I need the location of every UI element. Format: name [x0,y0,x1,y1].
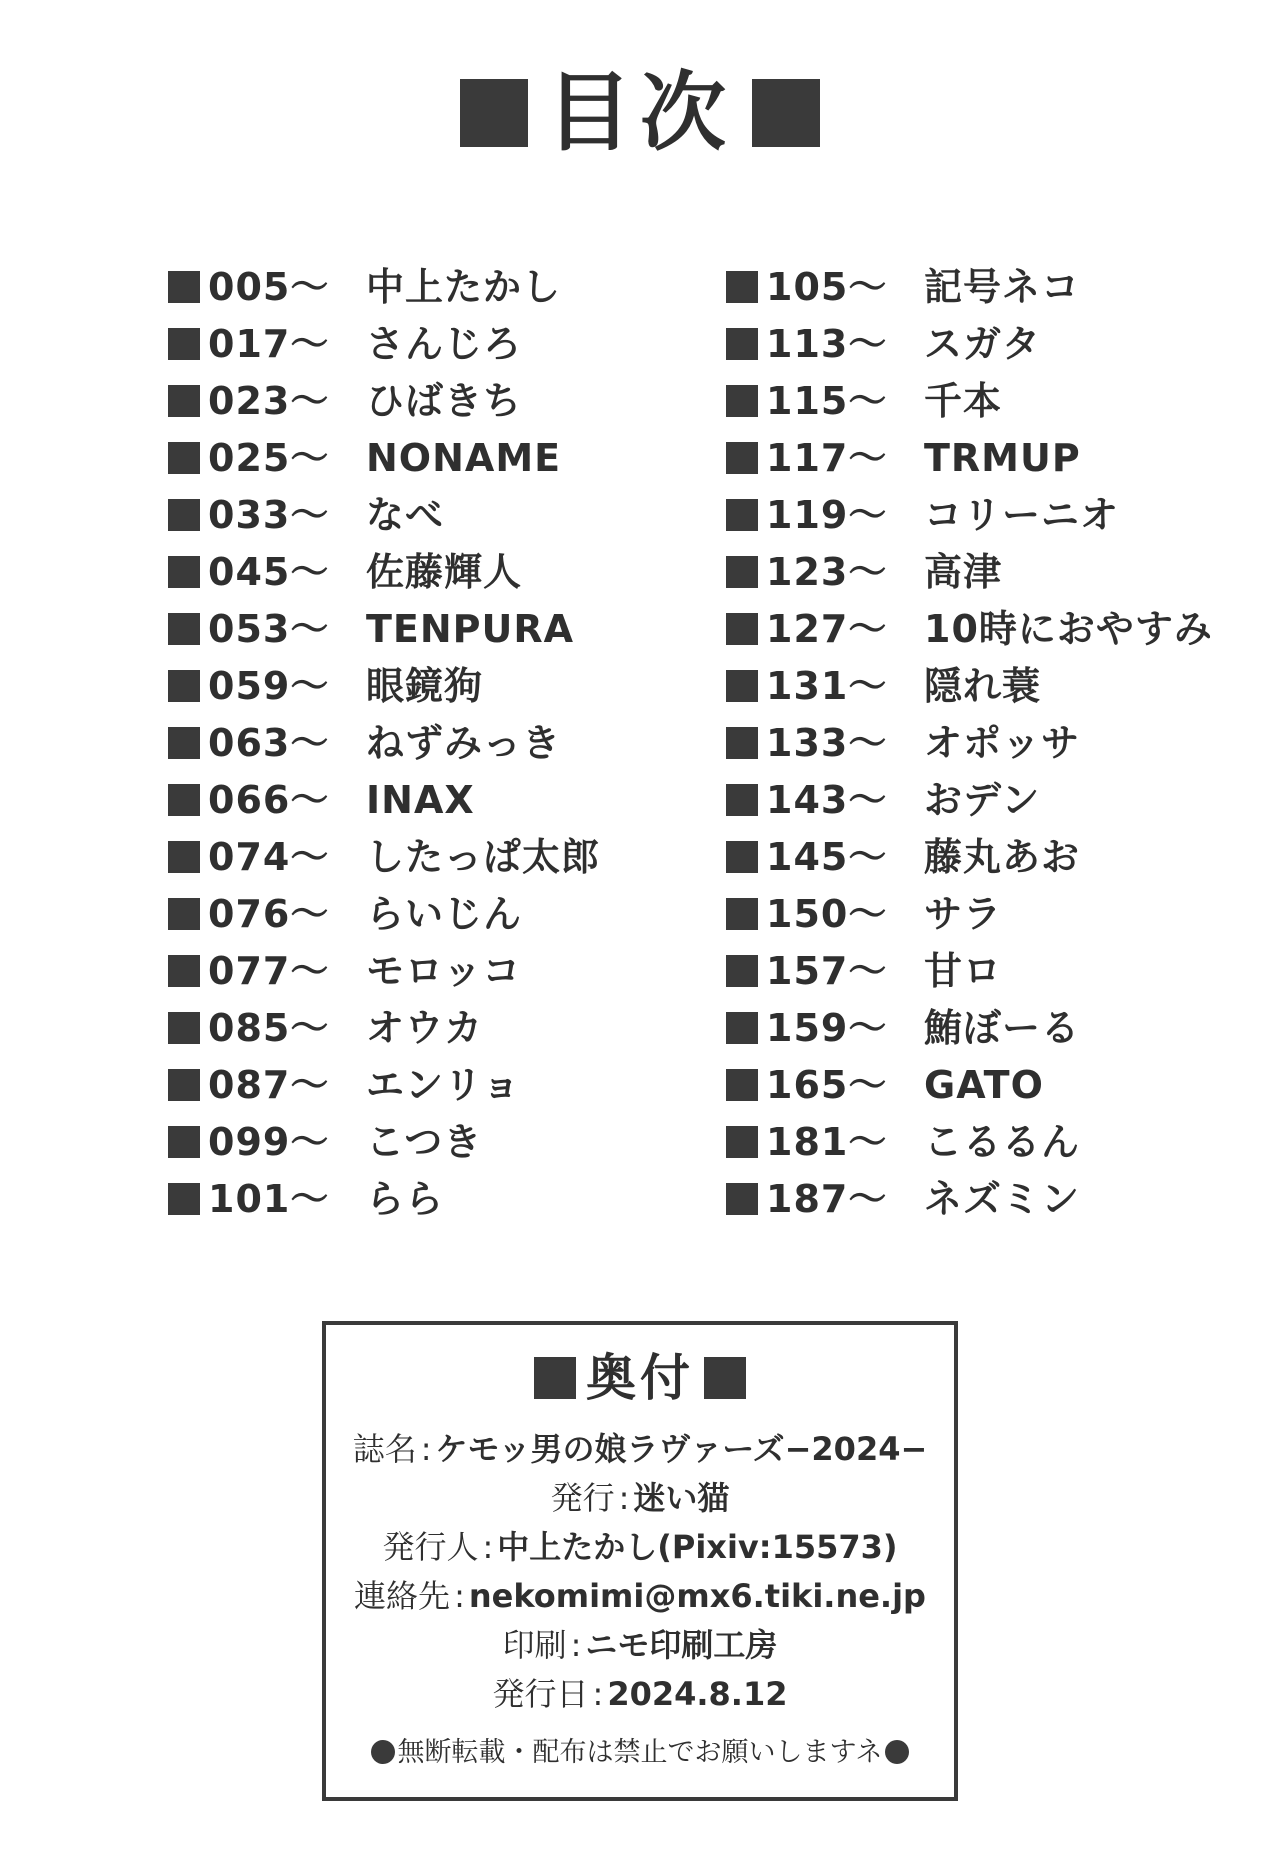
toc-page-number-text: 045〜 [208,549,330,594]
page-title [0,63,1280,163]
black-square-icon [726,1183,758,1215]
toc-entry [168,657,668,714]
black-square-icon [168,328,200,360]
colophon-label: 発行人 [382,1528,479,1566]
toc-entry [168,828,668,885]
toc-page-number-text: 133〜 [766,720,888,765]
toc-page-number [168,378,330,423]
colophon-label: 発行 [550,1479,615,1517]
toc-page-number [726,777,888,822]
black-square-icon [168,670,200,702]
toc-entry [726,999,1226,1056]
toc-page-number-text: 017〜 [208,321,330,366]
toc-page-number-text: 053〜 [208,606,330,651]
colophon-separator: : [482,1528,494,1566]
toc-entry [168,486,668,543]
black-square-icon [168,955,200,987]
toc-page-number-text: 066〜 [208,777,330,822]
toc-entry [168,372,668,429]
black-square-icon [168,499,200,531]
toc-page-number-text: 115〜 [766,378,888,423]
black-square-icon [726,1012,758,1044]
toc-entry [168,429,668,486]
black-square-icon [168,613,200,645]
black-square-icon [726,670,758,702]
toc-entry [726,885,1226,942]
black-circle-icon [371,1740,395,1764]
toc-author-name: こるるん [924,1119,1081,1164]
toc-page-number [168,1005,330,1050]
colophon-label: 発行日 [492,1675,589,1713]
toc-page-number-text: 076〜 [208,891,330,936]
toc-entry [168,1113,668,1170]
toc-page-number-text: 119〜 [766,492,888,537]
toc-entry [726,600,1226,657]
toc-author-name: コリーニオ [924,492,1120,537]
black-square-icon [460,79,528,147]
page-title-text: 目次 [546,63,734,163]
toc-author-name: サラ [924,891,1003,936]
toc-author-name: エンリョ [366,1062,521,1107]
black-square-icon [704,1357,746,1399]
toc-entry [168,1170,668,1227]
toc-page-number-text: 157〜 [766,948,888,993]
colophon-separator: : [618,1479,630,1517]
toc-author-name: らら [366,1176,445,1221]
toc-page-number-text: 117〜 [766,435,888,480]
toc-author-name: 千本 [924,378,1003,423]
black-square-icon [168,784,200,816]
toc-entry [168,543,668,600]
toc-page-number [726,549,888,594]
copyright-notice-text: 無断転載・配布は禁止でお願いしますネ [397,1737,883,1768]
toc-entry [726,372,1226,429]
toc-page-number-text: 063〜 [208,720,330,765]
toc-author-name: TRMUP [924,435,1081,480]
colophon-value: ケモッ男の娘ラヴァーズ−2024− [435,1430,928,1468]
toc-author-name: GATO [924,1062,1044,1107]
colophon-line [326,1523,954,1572]
black-square-icon [726,328,758,360]
toc-author-name: ネズミン [924,1176,1081,1221]
toc-page-number-text: 033〜 [208,492,330,537]
black-square-icon [726,442,758,474]
toc-author-name: オウカ [366,1005,484,1050]
copyright-notice [326,1739,954,1766]
black-square-icon [168,841,200,873]
black-square-icon [726,556,758,588]
toc-page-number [168,606,330,651]
toc-page-number-text: 101〜 [208,1176,330,1221]
toc-entry [168,885,668,942]
toc-page-number [726,1119,888,1164]
black-square-icon [726,1126,758,1158]
toc-page-number [168,264,330,309]
black-circle-icon [885,1740,909,1764]
black-square-icon [726,727,758,759]
toc-page-number-text: 099〜 [208,1119,330,1164]
toc-page-number [168,321,330,366]
toc-entry [168,714,668,771]
black-square-icon [726,613,758,645]
black-square-icon [726,898,758,930]
toc-entry [726,1170,1226,1227]
colophon-value: nekomimi@mx6.tiki.ne.jp [468,1577,926,1615]
toc-page-number-text: 077〜 [208,948,330,993]
toc-author-name: スガタ [924,321,1042,366]
toc-author-name: 佐藤輝人 [366,549,523,594]
toc-author-name: 記号ネコ [924,264,1081,309]
colophon-line [326,1572,954,1621]
toc-author-name: こつき [366,1119,483,1164]
toc-page-number [726,492,888,537]
toc-page-number [168,891,330,936]
black-square-icon [168,1126,200,1158]
black-square-icon [168,1012,200,1044]
black-square-icon [168,271,200,303]
toc-page-number [168,948,330,993]
toc-page-number [168,1062,330,1107]
toc-author-name: モロッコ [366,948,522,993]
toc-page-number-text: 123〜 [766,549,888,594]
toc-page-number [726,378,888,423]
toc-author-name: なべ [366,492,445,537]
colophon-box [322,1321,958,1801]
toc-author-name: おデン [924,777,1041,822]
toc-page-number [726,948,888,993]
toc-page-number [726,720,888,765]
toc-page-number [726,1005,888,1050]
toc-entry [726,714,1226,771]
toc-page-number [726,606,888,651]
toc-page-number [168,549,330,594]
black-square-icon [168,442,200,474]
toc-page-number [726,264,888,309]
toc-page-number-text: 105〜 [766,264,888,309]
colophon-value: ニモ印刷工房 [585,1626,778,1664]
toc-author-name: 甘ロ [924,948,1003,993]
toc-entry [168,600,668,657]
colophon-title [326,1349,954,1407]
toc-author-name: NONAME [366,435,562,480]
colophon-value: 2024.8.12 [607,1675,788,1713]
colophon-separator: : [570,1626,582,1664]
toc-entry [168,942,668,999]
black-square-icon [726,841,758,873]
black-square-icon [168,385,200,417]
toc-author-name: 10時におやすみ [924,606,1213,651]
toc-page-number [168,834,330,879]
black-square-icon [534,1357,576,1399]
black-square-icon [726,499,758,531]
toc-page-number-text: 087〜 [208,1062,330,1107]
toc-entry [726,429,1226,486]
toc-author-name: 鮪ぼーる [924,1005,1081,1050]
toc-entry [168,1056,668,1113]
toc-page-number [726,834,888,879]
colophon-label: 誌名 [352,1430,417,1468]
toc-page-number [168,492,330,537]
colophon-separator: : [420,1430,432,1468]
toc-page-number [726,321,888,366]
toc-page-number-text: 150〜 [766,891,888,936]
toc-page-number-text: 025〜 [208,435,330,480]
black-square-icon [168,1069,200,1101]
black-square-icon [726,271,758,303]
toc-entry [726,771,1226,828]
toc-entry [168,771,668,828]
toc-page-number-text: 143〜 [766,777,888,822]
black-square-icon [752,79,820,147]
black-square-icon [168,898,200,930]
black-square-icon [168,727,200,759]
toc-author-name: したっぱ太郎 [366,834,601,879]
black-square-icon [726,385,758,417]
toc-page-number-text: 074〜 [208,834,330,879]
toc-page-number-text: 005〜 [208,264,330,309]
toc-page-number [726,1176,888,1221]
toc-entry [726,543,1226,600]
toc-author-name: さんじろ [366,321,523,366]
toc-page-number-text: 131〜 [766,663,888,708]
colophon-label: 連絡先 [354,1577,451,1615]
toc-page-number [168,720,330,765]
toc-column-right [726,258,1226,1238]
toc-page-number-text: 023〜 [208,378,330,423]
table-of-contents [168,258,1228,1238]
toc-entry [168,258,668,315]
toc-page-number-text: 159〜 [766,1005,888,1050]
toc-entry [726,942,1226,999]
toc-page-number-text: 127〜 [766,606,888,651]
toc-author-name: TENPURA [366,606,575,651]
colophon-separator: : [592,1675,604,1713]
toc-page-number-text: 113〜 [766,321,888,366]
toc-entry [726,1113,1226,1170]
colophon-line [326,1621,954,1670]
toc-author-name: 眼鏡狗 [366,663,484,708]
toc-author-name: 隠れ蓑 [924,663,1042,708]
toc-page-number-text: 165〜 [766,1062,888,1107]
colophon-lines [326,1425,954,1719]
toc-page-number [726,891,888,936]
toc-page-number [168,435,330,480]
toc-entry [726,315,1226,372]
black-square-icon [726,1069,758,1101]
colophon-separator: : [454,1577,465,1615]
toc-author-name: ねずみっき [366,720,562,765]
toc-author-name: ひばきち [366,378,523,423]
black-square-icon [726,784,758,816]
toc-page-number [168,663,330,708]
toc-entry [726,1056,1226,1113]
toc-page-number [168,777,330,822]
toc-author-name: らいじん [366,891,523,936]
toc-author-name: 高津 [924,549,1003,594]
toc-author-name: 中上たかし [366,264,562,309]
colophon-value: 中上たかし(Pixiv:15573) [497,1528,898,1566]
toc-page-number-text: 187〜 [766,1176,888,1221]
toc-author-name: 藤丸あお [924,834,1081,879]
toc-entry [726,657,1226,714]
black-square-icon [168,556,200,588]
toc-page-number [168,1119,330,1164]
toc-page-number [726,435,888,480]
toc-entry [726,486,1226,543]
toc-page-number [726,1062,888,1107]
toc-entry [168,315,668,372]
toc-page-number-text: 145〜 [766,834,888,879]
toc-entry [168,999,668,1056]
toc-page-number [726,663,888,708]
toc-entry [726,258,1226,315]
toc-page-number-text: 059〜 [208,663,330,708]
colophon-value: 迷い猫 [633,1479,730,1517]
toc-page-number [168,1176,330,1221]
toc-page-number-text: 085〜 [208,1005,330,1050]
black-square-icon [726,955,758,987]
colophon-line [326,1425,954,1474]
toc-author-name: INAX [366,777,475,822]
toc-column-left [168,258,668,1238]
toc-page-number-text: 181〜 [766,1119,888,1164]
colophon-line [326,1474,954,1523]
black-square-icon [168,1183,200,1215]
colophon-line [326,1670,954,1719]
toc-entry [726,828,1226,885]
colophon-title-text: 奥付 [586,1349,694,1407]
toc-author-name: オポッサ [924,720,1081,765]
colophon-label: 印刷 [502,1626,567,1664]
